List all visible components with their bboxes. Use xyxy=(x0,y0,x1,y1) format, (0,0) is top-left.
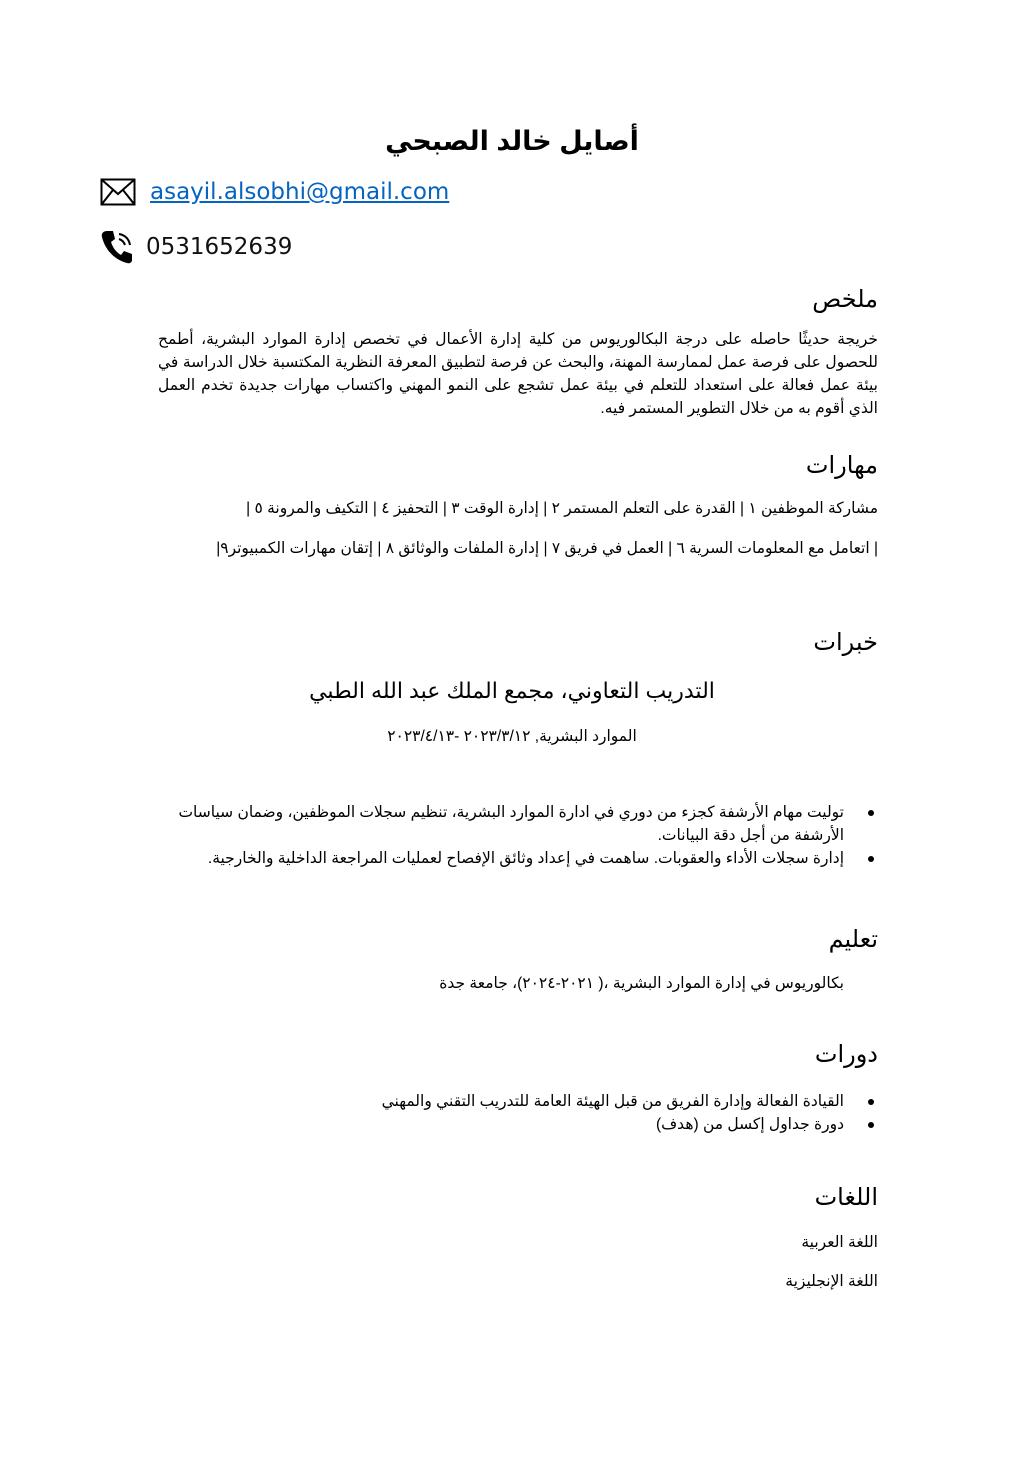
phone-icon xyxy=(100,229,134,265)
skills-heading: مهارات xyxy=(805,452,878,479)
language-item: اللغة العربية xyxy=(801,1234,878,1251)
experience-subtitle: الموارد البشرية, ٢٠٢٣/٣/١٢ -٢٠٢٣/٤/١٣ xyxy=(387,728,637,745)
courses-bullets xyxy=(172,1090,878,1136)
languages-heading: اللغات xyxy=(814,1184,878,1211)
experience-bullets xyxy=(172,801,878,870)
skills-line-2: | اتعامل مع المعلومات السرية ٦ | العمل في فريق ٧ | إدارة الملفات والوثائق ٨ | إتقان مهارات الكمبيوتر٩| xyxy=(216,540,878,557)
email-row xyxy=(100,178,449,206)
phone-number: 0531652639 xyxy=(146,234,293,260)
phone-row xyxy=(100,229,292,265)
education-heading: تعليم xyxy=(828,926,878,953)
experience-heading: خبرات xyxy=(813,629,878,656)
skills-line-1: مشاركة الموظفين ١ | القدرة على التعلم المستمر ٢ | إدارة الوقت ٣ | التحفيز ٤ | التكيف والمرونة ٥ | xyxy=(246,500,878,517)
summary-heading: ملخص xyxy=(812,286,878,313)
list-item: توليت مهام الأرشفة كجزء من دوري في ادارة الموارد البشرية، تنظيم سجلات الموظفين، وضمان سياسات الأرشفة من أجل دقة البيانات. xyxy=(172,801,878,847)
email-link[interactable]: asayil.alsobhi@gmail.com xyxy=(150,179,450,205)
list-item: دورة جداول إكسل من (هدف) xyxy=(172,1113,878,1136)
courses-heading: دورات xyxy=(814,1041,878,1068)
language-item: اللغة الإنجليزية xyxy=(785,1273,878,1290)
summary-text: خريجة حديثًا حاصله على درجة البكالوريوس من كلية إدارة الأعمال في تخصص إدارة الموارد البشرية، أطمح للحصول على فرصة عمل لممارسة المهنة، والبحث عن فرصة لتطبيق المعرفة النظرية المكتسبة خلال الدراسة في بيئة عمل فعالة على استعداد للتعلم في بيئة عمل تشجع على النمو المهني واكتساب مهارات جديدة تخدم العمل الذي أقوم به من خلال التطوير المستمر فيه. xyxy=(158,331,878,417)
envelope-icon xyxy=(100,178,136,206)
resume-name: أصايل خالد الصبحي xyxy=(385,126,639,156)
list-item: القيادة الفعالة وإدارة الفريق من قبل الهيئة العامة للتدريب التقني والمهني xyxy=(172,1090,878,1113)
education-text: بكالوريوس في إدارة الموارد البشرية ،( ٢٠٢١-٢٠٢٤)، جامعة جدة xyxy=(439,975,844,992)
experience-title: التدريب التعاوني، مجمع الملك عبد الله الطبي xyxy=(309,678,715,703)
list-item: إدارة سجلات الأداء والعقوبات. ساهمت في إعداد وثائق الإفصاح لعمليات المراجعة الداخلية والخارجية. xyxy=(172,847,878,870)
